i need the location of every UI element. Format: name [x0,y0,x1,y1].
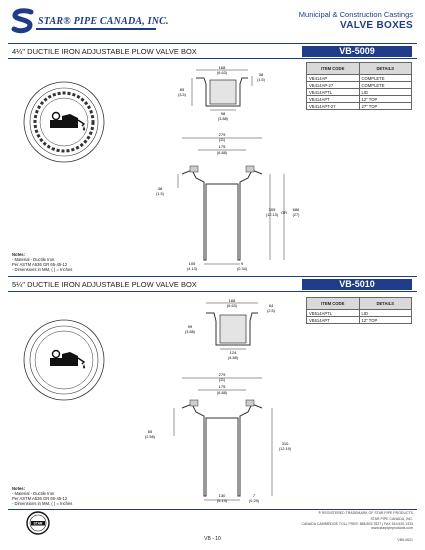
section-2-item-table [306,297,412,324]
item-code: VB514APT [307,317,360,324]
brand-name: STAR® PIPE CANADA, INC. [38,16,169,27]
item-code: VB414APT-27 [307,103,360,110]
table-header-item-code: ITEM CODE [307,63,360,75]
svg-text:(4.88): (4.88) [228,356,238,360]
section-2-top-divider [8,276,417,277]
table-row [307,103,412,110]
svg-text:(4.13): (4.13) [187,267,197,271]
item-details: COMPLETE [359,82,412,89]
item-details: 12" TOP [359,317,412,324]
section-1-top-left-dim [170,86,190,106]
svg-text:124: 124 [229,350,237,355]
svg-text:(2.5): (2.5) [267,309,275,313]
svg-text:(2.56): (2.56) [145,435,155,439]
svg-text:(3.88): (3.88) [185,330,195,334]
document-code: VB9-0621 [397,538,413,542]
section-2-title: 5¼" DUCTILE IRON ADJUSTABLE PLOW VALVE BOX [12,280,197,289]
svg-text:OR: OR [281,210,287,215]
footer-copyright: ® REGISTERED TRADEMARK OF STAR PIPE PRODUCTS [318,511,413,515]
svg-text:99: 99 [187,324,193,329]
svg-text:(3.5): (3.5) [178,93,186,97]
svg-text:175: 175 [218,384,226,389]
section-2-code-badge: VB-5010 [302,279,412,290]
svg-text:(0.34): (0.34) [237,267,247,271]
svg-text:(12.13): (12.13) [265,213,279,217]
certification-seal-icon [26,511,50,535]
note-line: - Material - Ductile Iron [12,491,55,496]
section-2-top-left-dim [180,323,200,339]
footer-address [301,517,413,531]
table-row [307,82,412,89]
section-2-height-dim [275,440,299,456]
svg-text:686: 686 [292,207,300,212]
section-1-item-table [306,62,412,110]
section-1-height-dim [264,206,304,226]
dim-top-inner: 98 [220,111,226,116]
footer-phone: CANADA CAMBRIDGE TOLL FREE: 888.893.7827 | FAX 519.620.1333 [301,521,413,526]
notes-heading: Notes: [12,486,26,491]
section-1-bottom-dims [180,260,260,274]
svg-text:168: 168 [228,298,236,303]
svg-text:(11): (11) [218,378,226,382]
table-row [307,317,412,324]
item-code: VB414APT [307,96,360,103]
item-details: COMPLETE [359,75,412,82]
svg-text:310: 310 [281,441,289,446]
table-row [307,89,412,96]
table-row [307,310,412,317]
section-1-divider [8,58,417,59]
svg-text:279: 279 [218,132,226,137]
svg-text:175: 175 [218,144,226,149]
section-2-notes [12,486,72,506]
header-divider [8,43,417,44]
section-1-title: 4¼" DUCTILE IRON ADJUSTABLE PLOW VALVE BOX [12,47,197,56]
dim-top-right: 38 [258,72,264,77]
svg-text:85: 85 [179,87,185,92]
svg-text:38: 38 [157,186,163,191]
section-1-top-section-drawing [190,66,270,126]
section-1-code-badge: VB-5009 [302,46,412,57]
svg-text:(5.13): (5.13) [217,499,227,503]
svg-text:(0.29): (0.29) [249,499,259,503]
footer-website[interactable]: www.starpipeproducts.com [371,526,413,530]
svg-text:305: 305 [268,207,276,212]
svg-text:(12.19): (12.19) [278,447,292,451]
section-2-lip-dim [138,428,162,444]
header-titles [299,10,413,31]
svg-text:130: 130 [218,493,226,498]
svg-text:(6.88): (6.88) [217,151,227,155]
svg-text:9: 9 [240,261,244,266]
note-line: Per ASTM A536 GR 65-45-12 [12,496,68,501]
item-details: 12" TOP [359,96,412,103]
table-row [307,75,412,82]
svg-text:(6.88): (6.88) [217,391,227,395]
section-2-lid-top-view [22,318,106,402]
item-code: VB514APTL [307,310,360,317]
svg-text:(11): (11) [218,138,226,142]
dim-top-inner-in: (3.88) [218,117,228,121]
svg-text:65: 65 [147,429,153,434]
svg-text:(27): (27) [292,213,300,217]
section-2-top-section-drawing [200,299,280,363]
section-1-lip-dim [150,185,174,201]
brand-underline [36,28,156,30]
page-number: VB - 10 [204,536,221,542]
company-logo [10,8,200,34]
item-code: VB414AP-27 [307,82,360,89]
section-2-divider [8,291,417,292]
page-title: VALVE BOXES [340,20,413,31]
item-details: LID [359,310,412,317]
section-1-notes [12,252,72,272]
svg-text:(1.5): (1.5) [156,192,164,196]
svg-text:7: 7 [252,493,256,498]
svg-text:105: 105 [188,261,196,266]
note-line: Per ASTM A536 GR 65-45-12 [12,262,68,267]
section-1-lid-top-view [22,80,106,164]
note-line: - Dimensions in MM, ( ) = Inches [12,267,73,272]
item-code: VB414APTL [307,89,360,96]
dim-top-width-in: (6.63) [217,71,227,75]
table-header-item-code: ITEM CODE [307,298,360,310]
svg-text:279: 279 [218,372,226,377]
table-header-details: DETAILS [359,298,412,310]
note-line: - Dimensions in MM, ( ) = Inches [12,501,73,506]
note-line: - Material - Ductile Iron [12,257,55,262]
table-header-details: DETAILS [359,63,412,75]
svg-text:64: 64 [268,303,274,308]
section-2-bottom-dims [196,492,276,506]
svg-text:STAR: STAR [33,521,43,526]
dim-top-right-in: (1.5) [257,78,265,82]
star-s-logo-icon [10,8,36,34]
item-details: 27" TOP [359,103,412,110]
section-1-body-drawing [157,130,300,270]
dim-top-width: 168 [218,65,226,70]
footer-divider [8,509,417,510]
item-details: LID [359,89,412,96]
table-row [307,96,412,103]
footer-company: STAR PIPE CANADA, INC. [370,517,413,521]
item-code: VB414AP [307,75,360,82]
header-subtitle: Municipal & Construction Castings [298,10,413,19]
svg-text:(6.63): (6.63) [227,304,237,308]
notes-heading: Notes: [12,252,26,257]
